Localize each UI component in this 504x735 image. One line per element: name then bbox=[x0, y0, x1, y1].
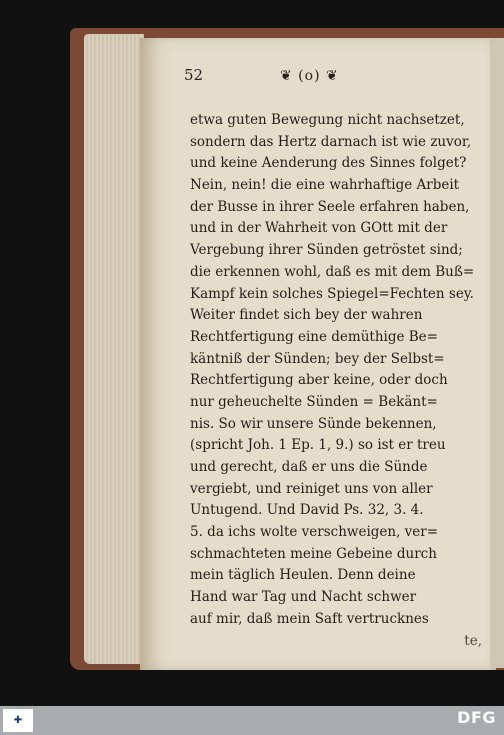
text-line: 5. da ichs wolte verschweigen, ver= bbox=[190, 524, 439, 541]
text-line: und in der Wahrheit von GOtt mit der bbox=[190, 220, 448, 237]
text-line: Nein, nein! die eine wahrhaftige Arbeit bbox=[190, 177, 460, 194]
text-line: vergiebt, und reiniget uns von aller bbox=[190, 480, 433, 497]
text-line: Vergebung ihrer Sünden getröstet sind; bbox=[190, 242, 463, 259]
page-edges bbox=[84, 34, 144, 664]
text-line: mein täglich Heulen. Denn deine bbox=[190, 567, 416, 584]
text-line: sondern das Hertz darnach ist wie zuvor, bbox=[190, 133, 472, 150]
body-text bbox=[190, 110, 486, 652]
text-line: Rechtfertigung aber keine, oder doch bbox=[190, 372, 448, 389]
text-line: und gerecht, daß er uns die Sünde bbox=[190, 459, 428, 475]
text-line: auf mir, daß mein Saft vertrucknes bbox=[190, 610, 429, 627]
institution-logo[interactable] bbox=[3, 709, 33, 732]
text-line: die erkennen wohl, daß es mit dem Buß= bbox=[190, 263, 475, 280]
text-line: Hand war Tag und Nacht schwer bbox=[190, 589, 417, 606]
viewer-footer-bar bbox=[0, 706, 504, 735]
logo-icon: ✚ bbox=[13, 715, 23, 726]
text-line: Rechtfertigung eine demüthige Be= bbox=[190, 328, 438, 345]
text-line: schmachteten meine Gebeine durch bbox=[190, 545, 437, 562]
bleed-through-text bbox=[192, 592, 472, 632]
text-line: nis. So wir unsere Sünde bekennen, bbox=[190, 415, 437, 432]
dfg-logo[interactable]: DFG bbox=[457, 708, 496, 727]
text-line: Untugend. Und David Ps. 32, 3. 4. bbox=[190, 502, 424, 519]
text-line: käntniß der Sünden; bey der Selbst= bbox=[190, 350, 445, 367]
facing-page-edge bbox=[490, 38, 504, 668]
text-line: (spricht Joh. 1 Ep. 1, 9.) so ist er treu bbox=[190, 437, 446, 454]
text-line: der Busse in ihrer Seele erfahren haben, bbox=[190, 198, 470, 215]
text-line: te, bbox=[464, 632, 482, 649]
page-header bbox=[184, 66, 484, 90]
text-line: etwa guten Bewegung nicht nachsetzet, bbox=[190, 112, 465, 128]
text-line: Weiter findet sich bey der wahren bbox=[190, 307, 423, 324]
header-ornament: ❦ (o) ❦ bbox=[280, 68, 339, 84]
text-line: nur geheuchelte Sünden = Bekänt= bbox=[190, 393, 438, 410]
text-line: und keine Aenderung des Sinnes folget? bbox=[190, 155, 467, 172]
page-number: 52 bbox=[184, 66, 204, 84]
text-line: Kampf kein solches Spiegel=Fechten sey. bbox=[190, 285, 474, 302]
